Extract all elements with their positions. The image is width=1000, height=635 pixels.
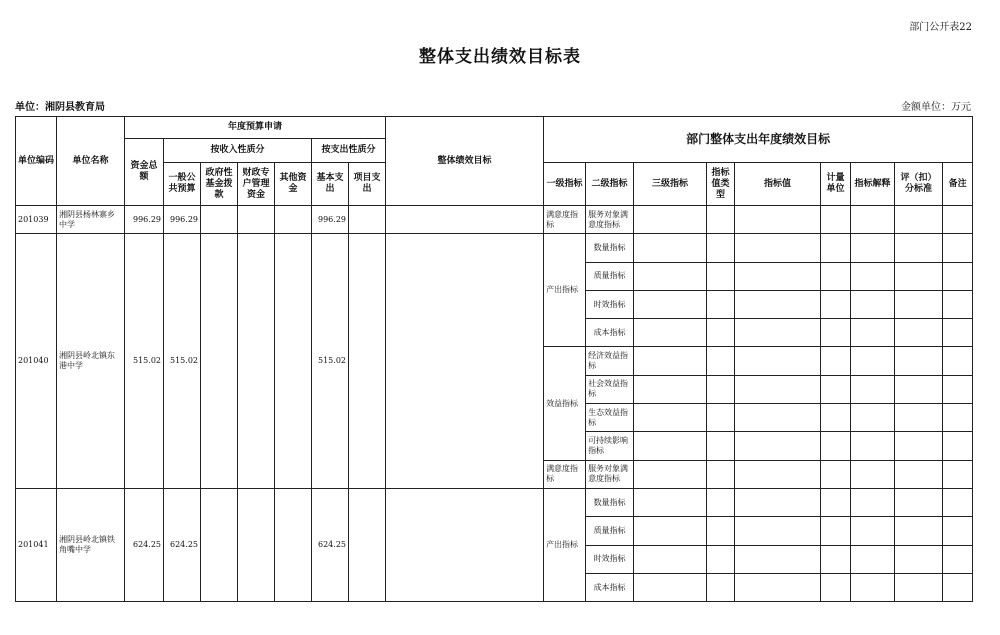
level3-cell — [634, 404, 707, 432]
remarks-cell — [943, 517, 973, 545]
level3-cell — [634, 347, 707, 375]
value-type-cell — [707, 290, 735, 318]
scoring-cell — [895, 262, 943, 290]
explanation-cell — [851, 488, 895, 516]
project-expense-cell — [349, 234, 386, 489]
level3-cell — [634, 488, 707, 516]
indicator-value-cell — [735, 517, 821, 545]
overall-goal-cell — [386, 488, 544, 601]
value-type-cell — [707, 375, 735, 403]
measure-unit-cell — [821, 573, 851, 601]
total-funds-cell: 624.25 — [125, 488, 164, 601]
general-budget-cell: 624.25 — [164, 488, 201, 601]
remarks-cell — [943, 573, 973, 601]
gov-fund-cell — [201, 234, 238, 489]
explanation-cell — [851, 206, 895, 234]
level3-cell — [634, 206, 707, 234]
col-project-expense: 项目支出 — [349, 163, 386, 206]
scoring-cell — [895, 488, 943, 516]
money-unit-label: 金额单位：万元 — [901, 102, 971, 113]
value-type-cell — [707, 432, 735, 460]
level2-cell: 质量指标 — [586, 517, 634, 545]
level2-cell: 服务对象满意度指标 — [586, 460, 634, 488]
indicator-value-cell — [735, 545, 821, 573]
col-basic-expense: 基本支出 — [312, 163, 349, 206]
measure-unit-cell — [821, 517, 851, 545]
special-account-cell — [238, 206, 275, 234]
unit-name-cell: 湘阴县岭北镇铁角嘴中学 — [57, 488, 125, 601]
measure-unit-cell — [821, 488, 851, 516]
remarks-cell — [943, 234, 973, 262]
indicator-value-cell — [735, 573, 821, 601]
gov-fund-cell — [201, 206, 238, 234]
level2-cell: 社会效益指标 — [586, 375, 634, 403]
remarks-cell — [943, 432, 973, 460]
measure-unit-cell — [821, 319, 851, 347]
overall-goal-cell — [386, 234, 544, 489]
measure-unit-cell — [821, 545, 851, 573]
level2-cell: 时效指标 — [586, 290, 634, 318]
col-scoring: 评（扣）分标准 — [895, 163, 943, 206]
indicator-value-cell — [735, 262, 821, 290]
basic-expense-cell: 515.02 — [312, 234, 349, 489]
scoring-cell — [895, 234, 943, 262]
performance-goal-table — [15, 116, 973, 602]
other-funds-cell — [275, 234, 312, 489]
col-indicator-value: 指标值 — [735, 163, 821, 206]
indicator-value-cell — [735, 432, 821, 460]
col-level2: 二级指标 — [586, 163, 634, 206]
explanation-cell — [851, 460, 895, 488]
value-type-cell — [707, 573, 735, 601]
scoring-cell — [895, 375, 943, 403]
value-type-cell — [707, 206, 735, 234]
remarks-cell — [943, 404, 973, 432]
col-unit-code: 单位编码 — [16, 117, 57, 206]
unit-name-cell: 湘阴县岭北镇东港中学 — [57, 234, 125, 489]
indicator-value-cell — [735, 375, 821, 403]
explanation-cell — [851, 262, 895, 290]
value-type-cell — [707, 460, 735, 488]
level2-cell: 时效指标 — [586, 545, 634, 573]
level2-cell: 成本指标 — [586, 573, 634, 601]
scoring-cell — [895, 319, 943, 347]
general-budget-cell: 996.29 — [164, 206, 201, 234]
col-by-income: 按收入性质分 — [164, 139, 312, 163]
col-level1: 一级指标 — [544, 163, 586, 206]
explanation-cell — [851, 573, 895, 601]
other-funds-cell — [275, 206, 312, 234]
level2-cell: 数量指标 — [586, 488, 634, 516]
remarks-cell — [943, 347, 973, 375]
indicator-value-cell — [735, 488, 821, 516]
level3-cell — [634, 545, 707, 573]
explanation-cell — [851, 234, 895, 262]
table-row — [16, 234, 973, 262]
level2-cell: 可持续影响指标 — [586, 432, 634, 460]
col-other-funds: 其他资金 — [275, 163, 312, 206]
level3-cell — [634, 517, 707, 545]
remarks-cell — [943, 545, 973, 573]
measure-unit-cell — [821, 460, 851, 488]
level2-cell: 经济效益指标 — [586, 347, 634, 375]
explanation-cell — [851, 319, 895, 347]
general-budget-cell: 515.02 — [164, 234, 201, 489]
level1-cell: 产出指标 — [544, 234, 586, 347]
unit-code-cell: 201040 — [16, 234, 57, 489]
indicator-value-cell — [735, 206, 821, 234]
col-level3: 三级指标 — [634, 163, 707, 206]
project-expense-cell — [349, 206, 386, 234]
explanation-cell — [851, 347, 895, 375]
page-title: 整体支出绩效目标表 — [419, 47, 581, 67]
level3-cell — [634, 432, 707, 460]
scoring-cell — [895, 517, 943, 545]
scoring-cell — [895, 545, 943, 573]
level2-cell: 生态效益指标 — [586, 404, 634, 432]
scoring-cell — [895, 347, 943, 375]
level3-cell — [634, 573, 707, 601]
scoring-cell — [895, 432, 943, 460]
level2-cell: 服务对象满意度指标 — [586, 206, 634, 234]
value-type-cell — [707, 517, 735, 545]
value-type-cell — [707, 488, 735, 516]
col-by-expense: 按支出性质分 — [312, 139, 386, 163]
indicator-value-cell — [735, 460, 821, 488]
unit-label: 单位：湘阴县教育局 — [15, 102, 105, 113]
value-type-cell — [707, 319, 735, 347]
unit-code-cell: 201041 — [16, 488, 57, 601]
measure-unit-cell — [821, 290, 851, 318]
special-account-cell — [238, 234, 275, 489]
basic-expense-cell: 996.29 — [312, 206, 349, 234]
value-type-cell — [707, 262, 735, 290]
col-special-account: 财政专户管理资金 — [238, 163, 275, 206]
table-row — [16, 488, 973, 516]
col-gov-fund: 政府性基金拨款 — [201, 163, 238, 206]
level3-cell — [634, 319, 707, 347]
remarks-cell — [943, 206, 973, 234]
level3-cell — [634, 234, 707, 262]
col-general-budget: 一般公共预算 — [164, 163, 201, 206]
scoring-cell — [895, 573, 943, 601]
col-overall-goal: 整体绩效目标 — [386, 117, 544, 206]
remarks-cell — [943, 460, 973, 488]
measure-unit-cell — [821, 375, 851, 403]
level3-cell — [634, 460, 707, 488]
scoring-cell — [895, 206, 943, 234]
remarks-cell — [943, 319, 973, 347]
level1-cell: 满意度指标 — [544, 206, 586, 234]
special-account-cell — [238, 488, 275, 601]
col-annual-budget: 年度预算申请 — [125, 117, 386, 139]
total-funds-cell: 515.02 — [125, 234, 164, 489]
remarks-cell — [943, 262, 973, 290]
level3-cell — [634, 290, 707, 318]
indicator-value-cell — [735, 404, 821, 432]
value-type-cell — [707, 404, 735, 432]
level1-cell: 满意度指标 — [544, 460, 586, 488]
other-funds-cell — [275, 488, 312, 601]
table-number-label: 部门公开表22 — [909, 22, 972, 33]
indicator-value-cell — [735, 290, 821, 318]
col-value-type: 指标值类型 — [707, 163, 735, 206]
explanation-cell — [851, 545, 895, 573]
indicator-value-cell — [735, 234, 821, 262]
col-remarks: 备注 — [943, 163, 973, 206]
value-type-cell — [707, 234, 735, 262]
overall-goal-cell — [386, 206, 544, 234]
level1-cell: 产出指标 — [544, 488, 586, 601]
col-dept-goal: 部门整体支出年度绩效目标 — [544, 117, 973, 163]
col-explanation: 指标解释 — [851, 163, 895, 206]
gov-fund-cell — [201, 488, 238, 601]
col-total-funds: 资金总额 — [125, 139, 164, 206]
scoring-cell — [895, 404, 943, 432]
unit-code-cell: 201039 — [16, 206, 57, 234]
col-measure-unit: 计量单位 — [821, 163, 851, 206]
explanation-cell — [851, 432, 895, 460]
level3-cell — [634, 375, 707, 403]
level2-cell: 成本指标 — [586, 319, 634, 347]
basic-expense-cell: 624.25 — [312, 488, 349, 601]
measure-unit-cell — [821, 262, 851, 290]
remarks-cell — [943, 488, 973, 516]
total-funds-cell: 996.29 — [125, 206, 164, 234]
explanation-cell — [851, 375, 895, 403]
measure-unit-cell — [821, 206, 851, 234]
remarks-cell — [943, 290, 973, 318]
measure-unit-cell — [821, 347, 851, 375]
indicator-value-cell — [735, 319, 821, 347]
col-unit-name: 单位名称 — [57, 117, 125, 206]
explanation-cell — [851, 404, 895, 432]
scoring-cell — [895, 290, 943, 318]
level3-cell — [634, 262, 707, 290]
indicator-value-cell — [735, 347, 821, 375]
value-type-cell — [707, 545, 735, 573]
level1-cell: 效益指标 — [544, 347, 586, 460]
unit-name-cell: 湘阴县杨林寨乡中学 — [57, 206, 125, 234]
measure-unit-cell — [821, 234, 851, 262]
explanation-cell — [851, 290, 895, 318]
explanation-cell — [851, 517, 895, 545]
table-row — [16, 206, 973, 234]
scoring-cell — [895, 460, 943, 488]
level2-cell: 质量指标 — [586, 262, 634, 290]
level2-cell: 数量指标 — [586, 234, 634, 262]
measure-unit-cell — [821, 432, 851, 460]
project-expense-cell — [349, 488, 386, 601]
remarks-cell — [943, 375, 973, 403]
value-type-cell — [707, 347, 735, 375]
measure-unit-cell — [821, 404, 851, 432]
